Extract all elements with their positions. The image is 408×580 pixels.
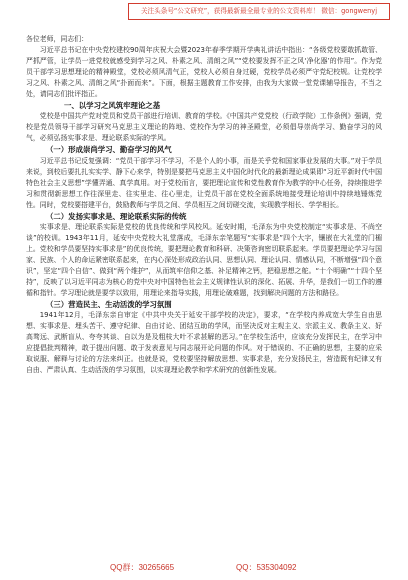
footer-qq-group: QQ群：30265665: [110, 563, 175, 572]
document-body: [26, 34, 382, 376]
paragraph: 习近平总书记在中央党校建校90周年庆祝大会暨2023年春季学期开学典礼讲话中指出：“各级党校要敢抓敢管、严抓严管，让学员一进党校就感受到学习之风、朴素之风、清朗之风”“党校要发挥不正之风‘净化器’的作用”。作为党员干部学习思想理论的精神殿堂，党校必须风清气正，党校人必须自身过硬，党校学员必须严守党纪校规。让党校学习之风、朴素之风、清朗之风“扑面而来”。下面，根据主题教育工作安排，由我为大家做一堂党课辅导报告，不当之处，请同志们批评指正。: [26, 46, 382, 99]
salutation: 各位老师，同志们：: [26, 35, 89, 43]
paragraph: 党校是中国共产党对党员和党员干部进行培训、教育的学校。《中国共产党党校（行政学院）工作条例》强调，党校是党员领导干部学习研究马克思主义理论的阵地、党校作为学习的神圣殿堂，必须倡导崇尚学习、勤奋学习的风气，必须弘扬实事求是、理论联系实际的学风。: [26, 112, 382, 143]
promo-banner: 关注头条号“公文研究”，获得最新最全最专业的公文资料库！ 微信：gongwenyj: [128, 3, 390, 20]
footer-qq-contact: QQ：535304092: [236, 563, 297, 572]
paragraph: 实事求是、理论联系实际是党校的优良传统和学风校风。延安时期，毛泽东为中央党校制定“实事求是、不尚空谈”的校训。1943年11月，延安中央党校大礼堂落成，毛泽东亲笔题写“实事求是”四个大字，镶嵌在大礼堂的门楣上。党校和学员要坚持实事求是”的优良传统，要把理论教育和科研、决策咨询密切联系起来。学员要把理论学习与国家、民族、个人的命运紧密联系起来，在内心深处形成政治认同、思想认同、理论认同、情感认同，不断增强“四个意识”，坚定“四个自信”、做到“两个维护”，从而筑牢信仰之基、补足精神之钙，把稳思想之舵。“十个明确”“十四个坚持”，反映了以习近平同志为核心的党中央对中国特色社会主义规律性认识的深化、拓展、升华，是我们一切工作的遵循和指针。学习理论就是要学以致用，用理论来指导实践，用理论破难题，找到解决问题的方法和路径。: [26, 222, 382, 298]
section-heading: 一、以学习之风筑牢理论之基: [64, 101, 161, 111]
paragraph: 1941年12月，毛泽东亲自审定《中共中央关于延安干部学校的决定》，要求，“在学校内养成宽大学生自由思想、实事求是、埋头苦干、遵守纪律、自由讨论、团结互助的学风，而坚决反对主观主义、宗派主义、教条主义、好高骛远、武断盲从、夸夸其谈、自以为是及粗枝大叶不求甚解的恶习。”在学校生活中，应该充分发挥民主，在学习中应提倡批判精神，敢于提出问题、敢于发表意见与同志展开论问题的作风。对于错误的、不正确的思想，主要的应采取说服、解释与讨论的方法来纠正。也就是说，党校要坚持解放思想、实事求是，充分发扬民主，营造既有纪律又有自由、严肃认真、生动活泼的学习氛围，以实现理论教学和学术研究的创新性发展。: [26, 311, 382, 375]
footer: [0, 562, 408, 576]
subsection-heading: （一）形成崇尚学习、勤奋学习的风气: [46, 145, 172, 155]
subsection-heading: （三）营造民主、生动活泼的学习氛围: [46, 300, 172, 310]
subsection-heading: （二）发扬实事求是、理论联系实际的传统: [46, 211, 187, 221]
paragraph: 习近平总书记反复强调：“党员干部学习不学习，不是个人的小事，而是关乎党和国家事业发展的大事。”对于学员来说，到校后要扎扎实实学、静下心来学，特别是要把马克思主义中国化时代化的最新理论成果即“习近平新时代中国特色社会主义思想”学懂弄通、真学真用。对于党校而言，要把理论宣传和党性教育作为教学的中心任务，持续推进学习和贯彻新思想工作往深里走、往实里走、往心里走，让党员干部在党校全面系统地接受理论培训中持续地锤炼党性。同时，党校要搭建平台，鼓励教师与学员之间、学员相互之间切磋交流，实现教学相长、学学相长。: [26, 156, 382, 209]
